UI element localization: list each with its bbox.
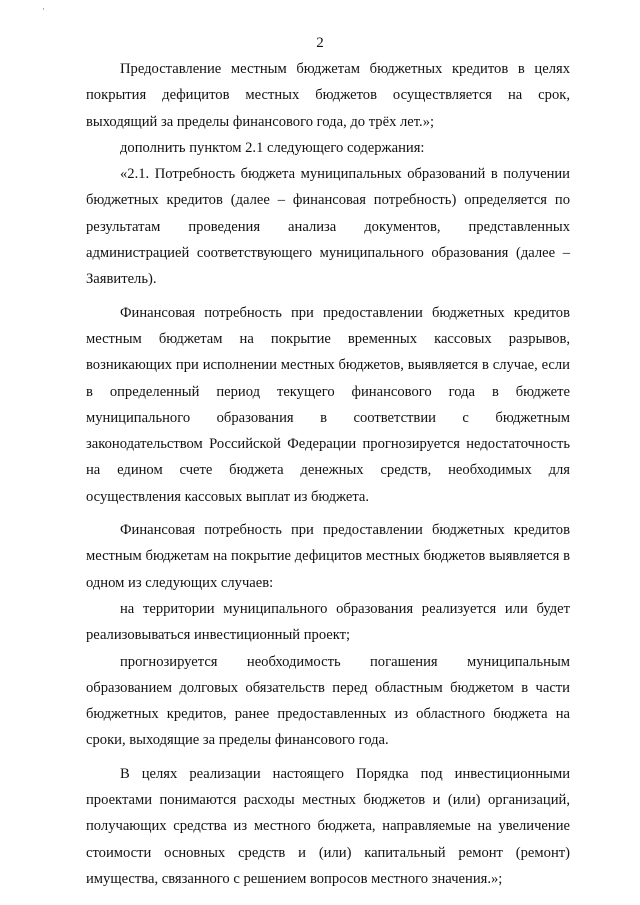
page-number: 2: [316, 35, 324, 51]
paragraph-add-point: дополнить пунктом 2.1 следующего содержания:: [120, 139, 425, 156]
corner-mark: ·: [42, 4, 45, 14]
paragraph-case-investment: на территории муниципального образования реализуется или будет реализовываться инвестиционный проект;: [86, 600, 570, 644]
paragraph-deficits: Финансовая потребность при предоставлении бюджетных кредитов местным бюджетам на покрытие дефицитов местных бюджетов выявляется в одном из следующих случаев:: [86, 522, 570, 591]
paragraph-investment-projects: В целях реализации настоящего Порядка под инвестиционными проектами понимаются расходы местных бюджетов и (или) организаций, получающих средства из местного бюджета, направляемые на увеличение стоимости основных средств и (или) капитальный ремонт (ремонт) имущества, связанного с решением вопросов местного значения.»;: [86, 765, 570, 887]
paragraph-2-1-need-definition: «2.1. Потребность бюджета муниципальных образований в получении бюджетных кредитов (далее – финансовая потребность) определяется по результатам проведения анализа документов, представленных администрацией соответствующего муниципального образования (далее – Заявитель).: [86, 166, 570, 288]
paragraph-case-debt-repayment: прогнозируется необходимость погашения муниципальным образованием долговых обязательств перед областным бюджетом в части бюджетных кредитов, ранее предоставленных из областного бюджета на сроки, выходящие за пределы финансового года.: [86, 653, 570, 749]
document-body: [86, 56, 570, 892]
paragraph-budget-credits-term: Предоставление местным бюджетам бюджетных кредитов в целях покрытия дефицитов местных бюджетов осуществляется на срок, выходящий за пределы финансового года, до трёх лет.»;: [86, 61, 570, 130]
paragraph-cash-gaps: Финансовая потребность при предоставлении бюджетных кредитов местным бюджетам на покрытие временных кассовых разрывов, возникающих при исполнении местных бюджетов, выявляется в случае, если в определенный период текущего финансового года в бюджете муниципального образования в соответствии с бюджетным законодательством Российской Федерации прогнозируется недостаточность на едином счете бюджета денежных средств, необходимых для осуществления кассовых выплат из бюджета.: [86, 304, 570, 505]
